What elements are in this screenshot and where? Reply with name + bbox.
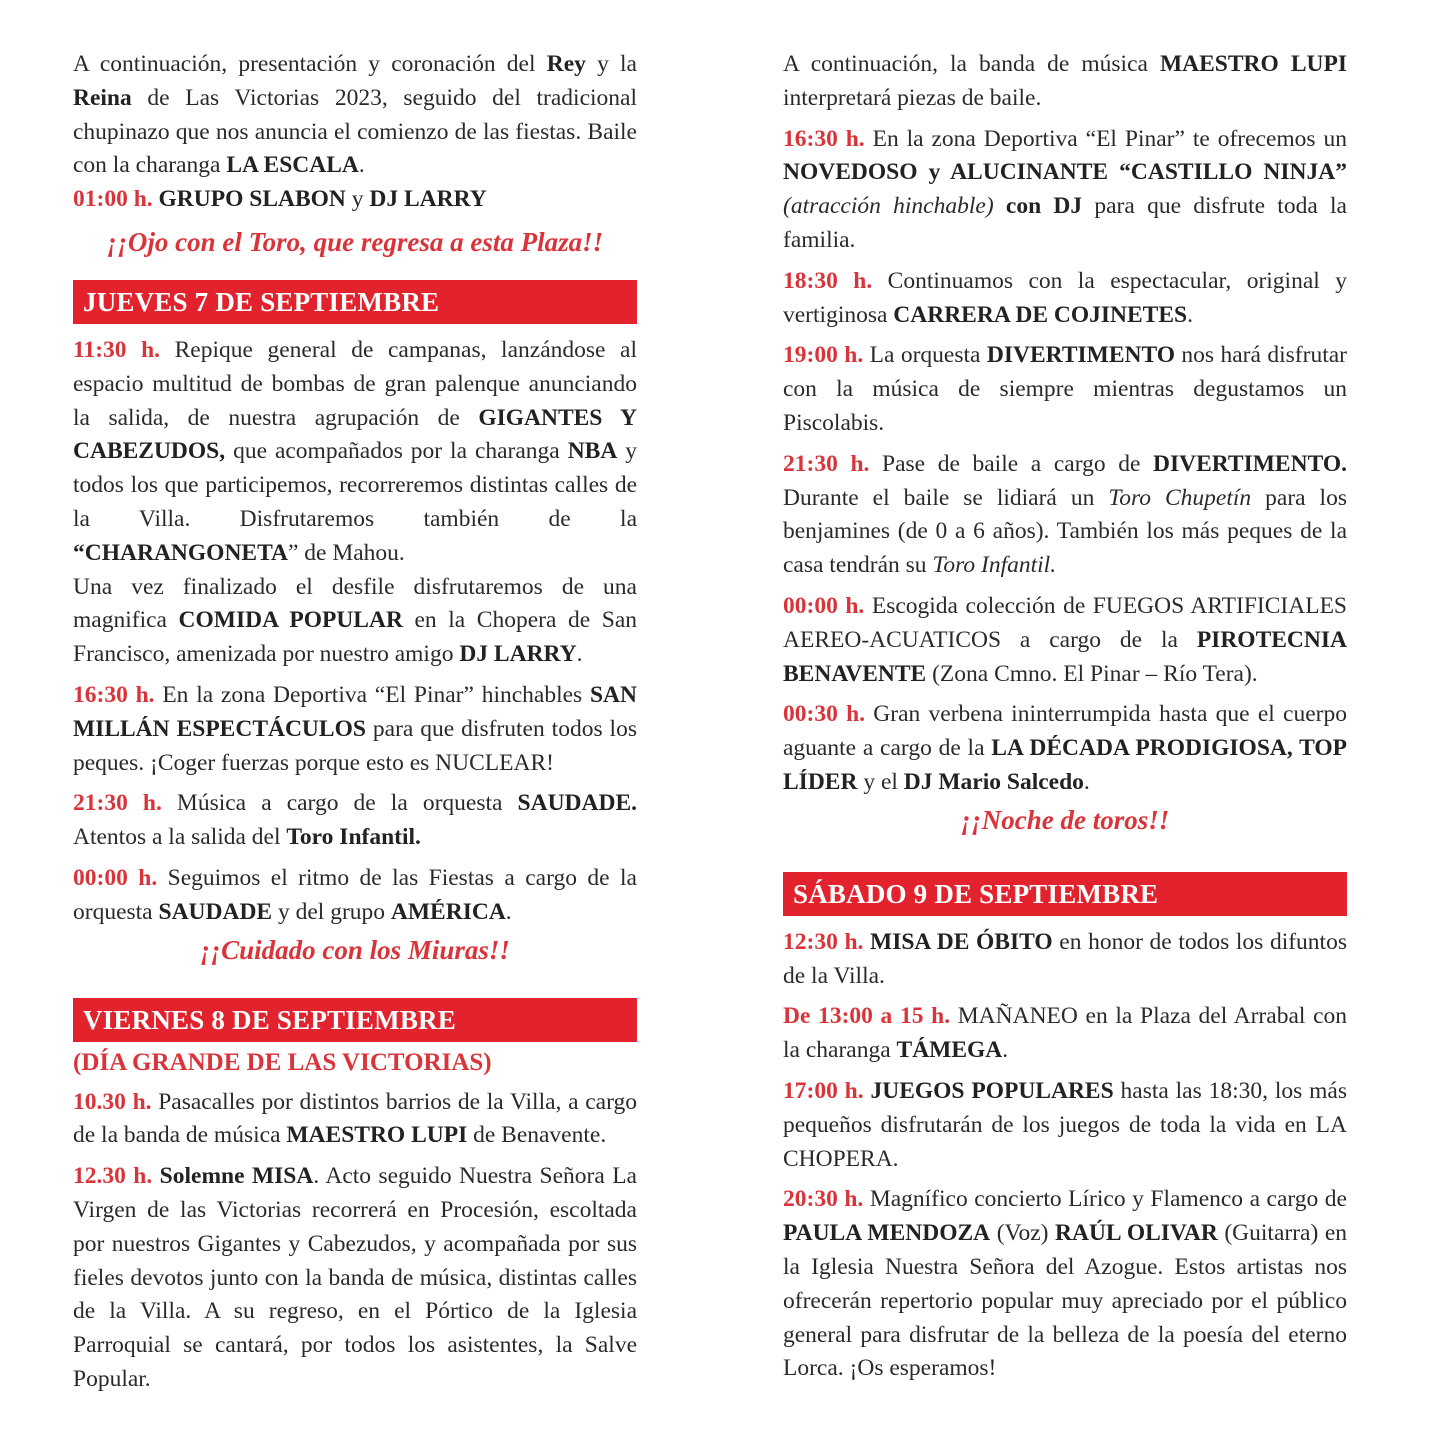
text: Pasacalles por distintos barrios de la Villa, a cargo de la banda de música — [73, 1088, 637, 1149]
highlight: MAESTRO LUPI — [286, 1122, 468, 1149]
text: y el — [857, 768, 904, 795]
text: y — [345, 186, 370, 213]
highlight: JUEGOS POPULARES — [863, 1077, 1114, 1104]
highlight: GIGANTES Y CABEZUDOS, — [73, 404, 637, 465]
text: En la zona Deportiva “El Pinar” te ofrecemos un — [864, 125, 1347, 152]
italic-note: Toro Chupetín — [1108, 484, 1252, 511]
text: de Las Victorias 2023, seguido del tradicional chupinazo que nos anuncia el comienzo de las fiestas. Baile con la charanga — [73, 84, 637, 179]
slogan-miuras: ¡¡Cuidado con los Miuras!! — [200, 934, 510, 965]
highlight: MISA DE ÓBITO — [863, 928, 1053, 955]
event-viernes-1630 — [783, 123, 1347, 258]
event-viernes-1230 — [73, 1160, 637, 1397]
event-jueves-0000 — [73, 862, 637, 930]
right-column — [783, 48, 1347, 1393]
text: En la zona Deportiva “El Pinar” hinchables — [154, 681, 590, 708]
intro-paragraph — [73, 48, 637, 183]
text: para que disfrute toda la familia. — [783, 193, 1347, 253]
highlight: “CHARANGONETA — [73, 539, 288, 566]
event-time: 01:00 h. — [73, 186, 153, 213]
highlight: PAULA MENDOZA — [783, 1220, 991, 1247]
text: Repique general de campanas, lanzándose al espacio multitud de bombas de gran palenque anunciando la salida, de nuestra agrupación de — [73, 336, 637, 431]
highlight: TÁMEGA — [896, 1037, 1003, 1064]
highlight: con DJ — [993, 193, 1083, 220]
highlight: SAN MILLÁN ESPECTÁCULOS — [73, 681, 637, 742]
event-time: 17:00 h. — [783, 1077, 864, 1104]
text: para que disfruten todos los peques. ¡Coger fuerzas porque esto es NUCLEAR! — [73, 715, 637, 776]
text: Escogida colección de FUEGOS ARTIFICIALES AEREO-ACUATICOS a cargo de la — [783, 592, 1347, 653]
day-header-sabado: SÁBADO 9 DE SEPTIEMBRE — [783, 872, 1347, 916]
text: . Acto seguido Nuestra Señora La Virgen de las Victorias recorrerá en Procesión, escoltada por nuestros Gigantes y Cabezudos, y acompañada por sus fieles devotos junto con la banda de música, distintas calles de la Villa. A su regreso, en el Pórtico de la Iglesia Parroquial se cantará, por todos los asistentes, la Salve Popular. — [73, 1163, 637, 1392]
event-viernes-1900 — [783, 339, 1347, 440]
text: interpretará piezas de baile. — [783, 84, 1042, 111]
highlight: NOVEDOSO y ALUCINANTE “CASTILLO NINJA” — [783, 159, 1347, 186]
text: nos hará disfrutar con la música de siempre mientras degustamos un Piscolabis. — [783, 342, 1347, 436]
text: MAÑANEO en la Plaza del Arrabal con la charanga — [783, 1003, 1347, 1064]
left-column — [73, 48, 637, 1404]
day-header-jueves: JUEVES 7 DE SEPTIEMBRE — [73, 280, 637, 324]
event-time: 00:00 h. — [783, 592, 865, 619]
text: . — [1002, 1037, 1009, 1064]
highlight: Toro Infantil. — [286, 824, 421, 851]
event-time: 12.30 h. — [73, 1163, 153, 1190]
event-time: 18:30 h. — [783, 267, 873, 294]
viernes-continuation — [783, 48, 1347, 116]
event-sabado-1230 — [783, 926, 1347, 994]
event-time: 00:30 h. — [783, 701, 866, 728]
italic-note: Toro Infantil. — [932, 552, 1057, 579]
text: (Guitarra) en la Iglesia Nuestra Señora del Azogue. Estos artistas nos ofrecerán repertorio popular muy apreciado por el público general para disfrutar de la belleza de la poesía del eterno Lorca. ¡Os esperamos! — [783, 1220, 1347, 1382]
text: ” de Mahou. — [288, 539, 405, 566]
event-time: 21:30 h. — [783, 450, 870, 477]
text: A continuación, la banda de música — [783, 51, 1160, 77]
performer: DJ LARRY — [369, 186, 487, 213]
text: en honor de todos los difuntos de la Villa. — [783, 928, 1347, 989]
event-viernes-1030 — [73, 1086, 637, 1154]
event-time: 11:30 h. — [73, 336, 161, 363]
event-time: 10.30 h. — [73, 1088, 152, 1115]
event-jueves-1130 — [73, 334, 637, 672]
highlight: RAÚL OLIVAR — [1055, 1220, 1218, 1247]
text: Magnífico concierto Lírico y Flamenco a cargo de — [863, 1186, 1347, 1213]
event-jueves-2130 — [73, 787, 637, 855]
text: Durante el baile se lidiará un — [783, 484, 1109, 511]
text: Continuamos con la espectacular, original y vertiginosa — [783, 267, 1347, 328]
text: en la Chopera de San Francisco, amenizada por nuestro amigo — [73, 607, 637, 668]
text: y todos los que participemos, recorreremos distintas calles de la Villa. Disfrutaremos también de la — [73, 438, 637, 532]
highlight: MAESTRO LUPI — [1159, 51, 1347, 77]
event-viernes-0000 — [783, 590, 1347, 691]
text: . — [1083, 768, 1090, 795]
charanga-name: LA ESCALA — [226, 152, 359, 179]
event-viernes-2130 — [783, 448, 1347, 583]
event-time: 21:30 h. — [73, 790, 162, 817]
text: Música a cargo de la orquesta — [161, 790, 518, 817]
event-0100 — [73, 183, 637, 217]
event-time: De 13:00 a 15 h. — [783, 1003, 951, 1030]
text: que acompañados por la charanga — [225, 438, 568, 465]
event-viernes-0030 — [783, 698, 1347, 799]
event-time: 19:00 h. — [783, 342, 864, 369]
highlight: PIROTECNIA BENAVENTE — [783, 626, 1347, 687]
event-sabado-1700 — [783, 1075, 1347, 1176]
day-subtitle-viernes: (DÍA GRANDE DE LAS VICTORIAS) — [73, 1048, 492, 1076]
day-header-viernes: VIERNES 8 DE SEPTIEMBRE — [73, 998, 637, 1042]
highlight: Solemne MISA — [152, 1163, 314, 1190]
event-jueves-1630 — [73, 679, 637, 780]
event-time: 16:30 h. — [783, 125, 865, 152]
text: Pase de baile a cargo de — [869, 450, 1154, 477]
highlight: COMIDA POPULAR — [178, 607, 403, 634]
highlight: DIVERTIMENTO — [986, 342, 1175, 369]
italic-note: (atracción hinchable) — [783, 193, 994, 220]
highlight: DIVERTIMENTO. — [1153, 450, 1347, 477]
text: y la — [585, 51, 637, 77]
text: Atentos a la salida del — [73, 824, 287, 851]
highlight: DJ Mario Salcedo — [903, 768, 1084, 795]
text: Una vez finalizado el desfile disfrutaremos de una magnifica — [73, 573, 637, 634]
performer: GRUPO SLABON — [158, 186, 346, 213]
text: hasta las 18:30, los más pequeños disfrutarán de los juegos de toda la vida en LA CHOPERA. — [783, 1077, 1347, 1172]
king-label: Rey — [546, 51, 586, 77]
slogan-noche-toros: ¡¡Noche de toros!! — [960, 804, 1170, 835]
text: y del grupo — [272, 898, 391, 925]
text: . — [358, 152, 365, 179]
text: . — [505, 898, 512, 925]
event-time: 00:00 h. — [73, 864, 158, 891]
text: . — [576, 641, 583, 668]
highlight: CARRERA DE COJINETES — [893, 301, 1188, 328]
text: A continuación, presentación y coronación del — [73, 51, 547, 77]
highlight: SAUDADE — [158, 898, 273, 925]
event-sabado-1300 — [783, 1000, 1347, 1068]
text: (Voz) — [990, 1220, 1055, 1247]
text: La orquesta — [863, 342, 987, 369]
event-time: 20:30 h. — [783, 1186, 864, 1213]
event-time: 12:30 h. — [783, 928, 864, 955]
highlight: LA DÉCADA PRODIGIOSA, TOP LÍDER — [783, 735, 1347, 795]
highlight: NBA — [567, 438, 618, 465]
highlight: DJ LARRY — [459, 641, 577, 668]
text: Seguimos el ritmo de las Fiestas a cargo de la orquesta — [73, 864, 637, 925]
queen-label: Reina — [73, 84, 132, 111]
highlight: AMÉRICA — [390, 898, 506, 925]
text: (Zona Cmno. El Pinar – Río Tera). — [926, 660, 1258, 687]
highlight: SAUDADE. — [517, 790, 638, 817]
text: de Benavente. — [467, 1122, 607, 1149]
text: Gran verbena ininterrumpida hasta que el cuerpo aguante a cargo de la — [783, 701, 1347, 762]
event-time: 16:30 h. — [73, 681, 155, 708]
event-viernes-1830 — [783, 265, 1347, 333]
text: para los benjamines (de 0 a 6 años). También los más peques de la casa tendrán su — [783, 484, 1347, 579]
slogan-toro: ¡¡Ojo con el Toro, que regresa a esta Plaza!! — [106, 226, 604, 257]
event-sabado-2030 — [783, 1183, 1347, 1386]
text: . — [1187, 301, 1193, 328]
